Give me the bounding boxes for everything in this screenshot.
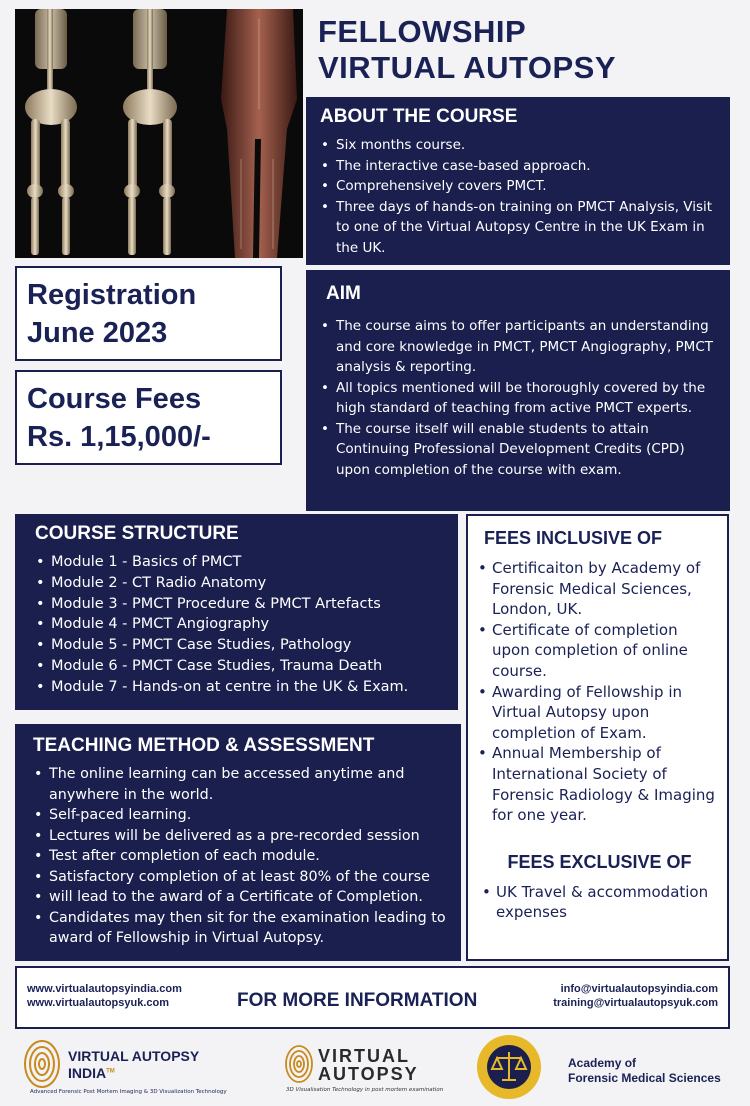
about-heading: ABOUT THE COURSE xyxy=(320,106,518,127)
fees-exclusive-heading: FEES EXCLUSIVE OF xyxy=(507,851,692,872)
more-info-heading: FOR MORE INFORMATION xyxy=(237,990,478,1011)
website-link-uk[interactable]: www.virtualautopsyuk.com xyxy=(27,997,170,1009)
course-fees-box xyxy=(15,370,282,465)
fingerprint-icon xyxy=(284,1044,314,1084)
logo-india-name: VIRTUAL AUTOPSY xyxy=(68,1048,200,1064)
registration-box xyxy=(15,266,282,361)
course-structure-heading: COURSE STRUCTURE xyxy=(35,523,239,544)
list-item: • Satisfactory completion of at least 80% of the course xyxy=(33,867,449,888)
academy-seal-icon xyxy=(476,1034,542,1100)
aim-list xyxy=(320,316,716,480)
list-item: • The interactive case-based approach. xyxy=(320,156,716,177)
list-item: • Three days of hands-on training on PMCT Analysis, Visit to one of the Virtual Autopsy Centre in the UK Exam in the UK. xyxy=(320,197,716,259)
list-item: • UK Travel & accommodation expenses xyxy=(482,882,715,923)
list-item: • Test after completion of each module. xyxy=(33,846,449,867)
academy-name-line1: Academy of xyxy=(568,1056,637,1070)
page-title xyxy=(318,14,738,86)
module-item: • Module 5 - PMCT Case Studies, Pathology xyxy=(35,635,444,656)
module-item: • Module 3 - PMCT Procedure & PMCT Artefacts xyxy=(35,594,444,615)
aim-section xyxy=(306,270,730,511)
module-item: • Module 7 - Hands-on at centre in the UK & Exam. xyxy=(35,677,444,698)
course-fees-label: Course Fees xyxy=(27,383,202,415)
fees-inclusive-list xyxy=(478,558,715,826)
teaching-heading: TEACHING METHOD & ASSESSMENT xyxy=(33,735,375,756)
list-item: • All topics mentioned will be thoroughly covered by the high standard of teaching from active PMCT experts. xyxy=(320,378,716,419)
list-item: • The online learning can be accessed anytime and anywhere in the world. xyxy=(33,764,449,805)
fees-inclusive-box xyxy=(466,514,729,961)
academy-name-line2: Forensic Medical Sciences xyxy=(568,1071,721,1085)
fees-exclusive-list xyxy=(482,882,715,923)
list-item: • The course aims to offer participants an understanding and core knowledge in PMCT, PMCT Angiography, PMCT analysis & reporting. xyxy=(320,316,716,378)
contact-info-bar xyxy=(15,966,730,1029)
module-item: • Module 1 - Basics of PMCT xyxy=(35,552,444,573)
teaching-method-section xyxy=(15,724,461,961)
list-item: • Certificate of completion upon completion of online course. xyxy=(478,620,715,682)
fingerprint-icon xyxy=(22,1038,62,1090)
module-list xyxy=(35,552,444,698)
title-line-1: FELLOWSHIP xyxy=(318,14,527,49)
list-item: • Candidates may then sit for the examination leading to award of Fellowship in Virtual Autopsy. xyxy=(33,908,449,949)
aim-heading: AIM xyxy=(326,283,361,304)
list-item: • The course itself will enable students to attain Continuing Professional Development Credits (CPD) upon completion of the course with exam. xyxy=(320,419,716,481)
website-link-india[interactable]: www.virtualautopsyindia.com xyxy=(27,983,182,995)
fees-inclusive-heading: FEES INCLUSIVE OF xyxy=(484,528,663,548)
teaching-list xyxy=(33,764,449,949)
virtual-autopsy-logo xyxy=(282,1040,442,1100)
list-item: • Six months course. xyxy=(320,135,716,156)
course-structure-section xyxy=(15,514,458,710)
registration-label: Registration xyxy=(27,279,197,311)
logo-india-subname: INDIA™ xyxy=(68,1065,115,1081)
list-item: • Self-paced learning. xyxy=(33,805,449,826)
about-list xyxy=(320,135,716,258)
title-line-2: VIRTUAL AUTOPSY xyxy=(318,50,617,85)
list-item: • Comprehensively covers PMCT. xyxy=(320,176,716,197)
module-item: • Module 2 - CT Radio Anatomy xyxy=(35,573,444,594)
academy-logo xyxy=(476,1034,736,1102)
list-item: • Lectures will be delivered as a pre-recorded session xyxy=(33,826,449,847)
list-item: • Certificaiton by Academy of Forensic Medical Sciences, London, UK. xyxy=(478,558,715,620)
logo-va-name1: VIRTUAL xyxy=(318,1046,410,1066)
email-link-training[interactable]: training@virtualautopsyuk.com xyxy=(553,997,718,1009)
registration-date: June 2023 xyxy=(27,317,168,349)
course-fees-amount: Rs. 1,15,000/- xyxy=(27,421,211,453)
list-item: • Annual Membership of International Society of Forensic Radiology & Imaging for one year. xyxy=(478,743,715,825)
list-item: • Awarding of Fellowship in Virtual Autopsy upon completion of Exam. xyxy=(478,682,715,744)
logo-va-tagline: 3D Visualisation Technology in post mortem examination xyxy=(286,1087,444,1093)
ct-skeleton-image xyxy=(15,9,303,258)
logo-va-name2: AUTOPSY xyxy=(318,1064,419,1084)
about-section xyxy=(306,97,730,265)
module-item: • Module 6 - PMCT Case Studies, Trauma Death xyxy=(35,656,444,677)
module-item: • Module 4 - PMCT Angiography xyxy=(35,614,444,635)
virtual-autopsy-india-logo xyxy=(22,1036,227,1098)
list-item: • will lead to the award of a Certificate of Completion. xyxy=(33,887,449,908)
email-link-info[interactable]: info@virtualautopsyindia.com xyxy=(560,983,718,995)
logo-india-tagline: Advanced Forensic Post Mortem Imaging & 3D Visualization Technology xyxy=(30,1089,227,1095)
